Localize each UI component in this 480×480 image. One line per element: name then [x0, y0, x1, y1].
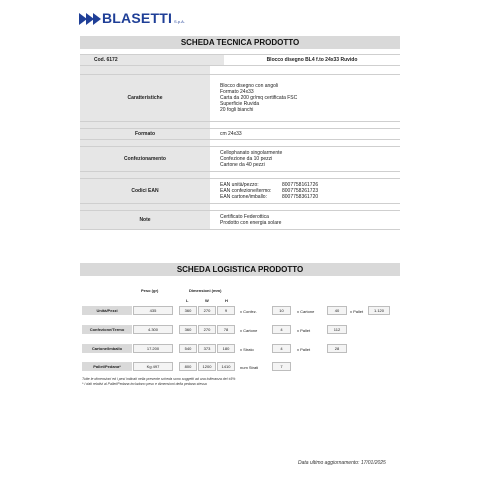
logistic-row-label: Pallet/Pedana*	[82, 362, 132, 371]
dim-h-cell: 78	[217, 325, 235, 334]
header-dimensions: Dimensioni (mm)	[189, 288, 222, 293]
header-h: H	[225, 298, 228, 303]
dim-w-cell: 1200	[198, 362, 216, 371]
text-line: Carta da 200 gr/mq certificata FSC	[220, 95, 298, 101]
tech-spacer	[80, 171, 400, 178]
weight-cell: Kg 497	[133, 362, 173, 371]
ean-value: 8007758361720	[282, 194, 319, 200]
label-confezionamento: Confezionamento	[80, 147, 210, 171]
text-line: Prodotto con energia solare	[220, 220, 282, 226]
value-note	[210, 211, 400, 229]
qty-cell: 7	[272, 362, 291, 371]
tech-spacer	[80, 139, 400, 146]
tech-row-header	[80, 54, 400, 65]
label-codici-ean: Codici EAN	[80, 179, 210, 203]
dim-w-cell: 270	[198, 325, 216, 334]
brand-name: BLASETTI	[102, 10, 173, 26]
product-code: Cod. 6172	[80, 55, 224, 65]
tech-row-caratteristiche	[80, 74, 400, 121]
qty-cell: 1.120	[368, 306, 390, 315]
qty-label: x Cartone	[240, 328, 258, 333]
text-line: Cellophanato singolarmente	[220, 150, 283, 156]
weight-cell: 4.300	[133, 325, 173, 334]
tech-spacer	[80, 203, 400, 210]
qty-label: x Pallet	[350, 309, 364, 314]
ean-value: 8007758261723	[282, 188, 319, 194]
value-caratteristiche	[210, 75, 400, 121]
logistic-row-label: Confezione/Termo	[82, 325, 132, 334]
weight-cell: 435	[133, 306, 173, 315]
label-note: Note	[80, 211, 210, 229]
qty-cell: 112	[327, 325, 347, 334]
qty-label: num Strati	[240, 365, 259, 370]
tech-spacer	[80, 65, 400, 74]
tech-title: SCHEDA TECNICA PRODOTTO	[80, 36, 400, 49]
text-line: 20 fogli bianchi	[220, 107, 254, 113]
product-name: Blocco disegno BL4 f.to 24x33 Ruvido	[266, 57, 358, 63]
qty-cell: 10	[272, 306, 291, 315]
qty-cell: 28	[327, 344, 347, 353]
tech-table	[80, 54, 400, 230]
qty-cell: 4	[272, 344, 291, 353]
text-line: Certificato Federottica	[220, 214, 269, 220]
text-line: Blocco disegno con angoli	[220, 83, 279, 89]
tech-row-formato	[80, 128, 400, 139]
tech-row-confezionamento	[80, 146, 400, 171]
header-w: W	[205, 298, 209, 303]
qty-label: x Pallet	[297, 347, 311, 352]
text-line: Cartone da 40 pezzi	[220, 162, 265, 168]
qty-label: x Cartone	[297, 309, 315, 314]
ean-key: EAN cartone/imballo:	[220, 194, 267, 200]
qty-label: x Strato	[240, 347, 254, 352]
dim-h-cell: 9	[217, 306, 235, 315]
dim-l-cell: 540	[179, 344, 197, 353]
ean-key: EAN confezione/termo:	[220, 188, 272, 194]
brand-logo	[79, 11, 185, 25]
dim-l-cell: 360	[179, 325, 197, 334]
text-line: cm 24x33	[220, 131, 242, 137]
qty-cell: 4	[272, 325, 291, 334]
qty-label: x Pallet	[297, 328, 311, 333]
dim-l-cell: 800	[179, 362, 197, 371]
last-update: Data ultimo aggiornamento: 17/01/2025	[298, 460, 386, 466]
header-weight: Peso (gr)	[141, 288, 159, 293]
value-codici-ean	[210, 179, 400, 203]
dim-l-cell: 360	[179, 306, 197, 315]
ean-value: 8007758161726	[282, 182, 319, 188]
dim-w-cell: 373	[198, 344, 216, 353]
tech-row-codici	[80, 178, 400, 203]
logistic-row-label: Unità/Pezzi	[82, 306, 132, 315]
weight-cell: 17.200	[133, 344, 173, 353]
brand-chevrons-icon	[79, 13, 100, 25]
logistic-title: SCHEDA LOGISTICA PRODOTTO	[80, 263, 400, 276]
value-confezionamento	[210, 147, 400, 171]
dim-w-cell: 270	[198, 306, 216, 315]
pallet-note: * I dati relativi al Pallet/Pedana includono peso e dimensioni della pedana stessa	[82, 382, 207, 386]
qty-cell: 40	[327, 306, 347, 315]
ean-key: EAN unità/pezzo:	[220, 182, 259, 188]
dim-h-cell: 180	[217, 344, 235, 353]
logistic-row-label: Cartone/Imballo	[82, 344, 132, 353]
dim-h-cell: 1410	[217, 362, 235, 371]
text-line: Confezione da 10 pezzi	[220, 156, 273, 162]
label-formato: Formato	[80, 129, 210, 139]
tolerance-note: Tutte le dimensioni ed i pesi indicati nella presente scheda sono soggetti ad una tolleranza del ±5%	[82, 377, 236, 381]
tech-spacer	[80, 121, 400, 128]
qty-label: x Confez.	[240, 309, 257, 314]
text-line: Formato 24x33	[220, 89, 254, 95]
value-formato	[210, 129, 400, 139]
label-caratteristiche: Caratteristiche	[80, 75, 210, 121]
text-line: Superficie Ruvida	[220, 101, 260, 107]
header-l: L	[186, 298, 189, 303]
brand-suffix: S.p.A.	[174, 19, 185, 24]
tech-row-note	[80, 210, 400, 230]
